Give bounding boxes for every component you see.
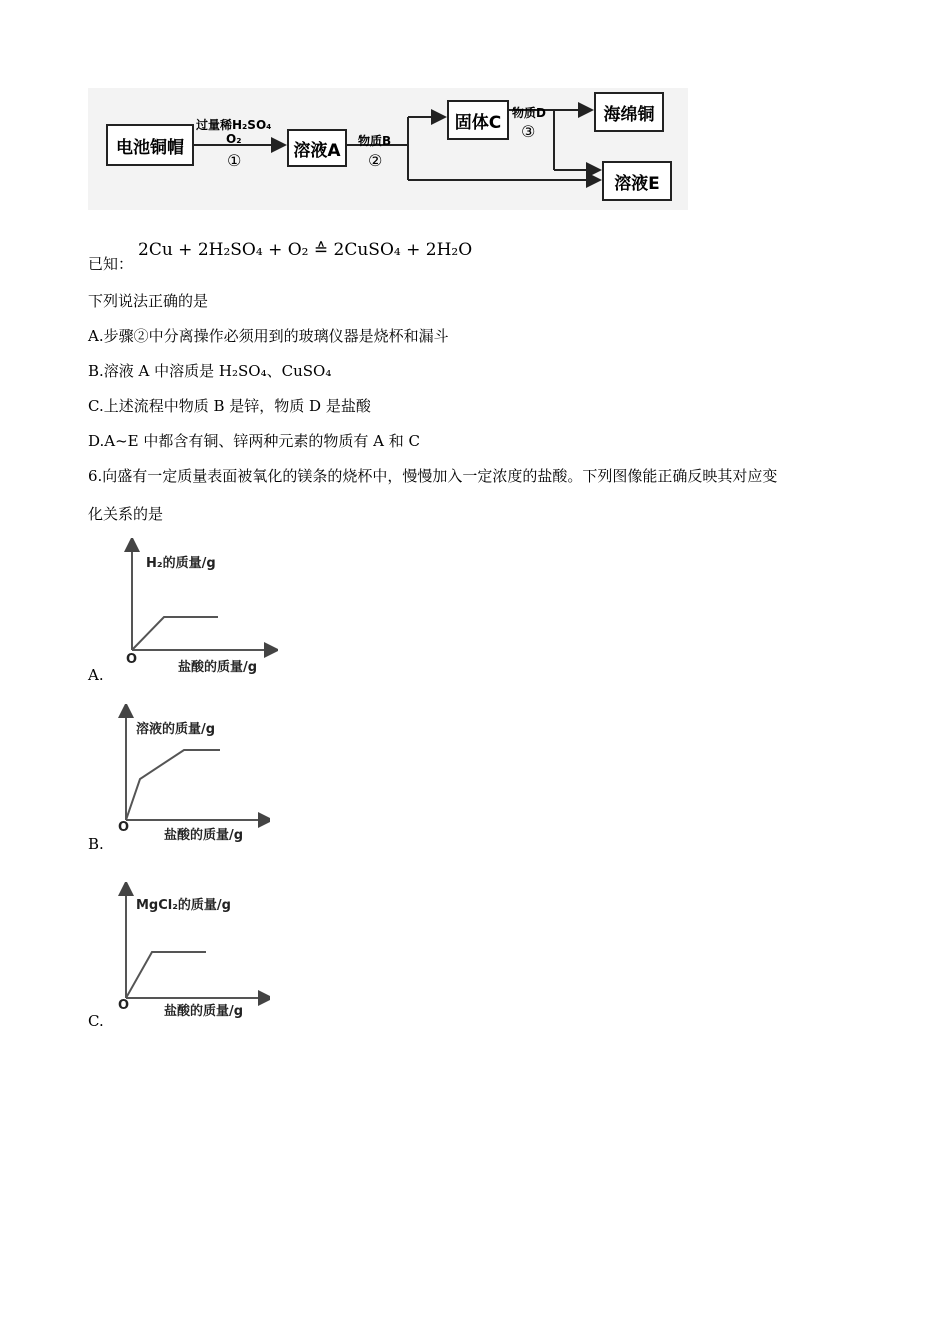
box-battery-cap: 电池铜帽 bbox=[106, 124, 194, 166]
graph-c-curve bbox=[126, 952, 206, 998]
flowchart bbox=[88, 88, 688, 210]
graph-a bbox=[108, 538, 278, 678]
label-o2: O₂ bbox=[226, 132, 242, 146]
graph-a-origin: O bbox=[126, 652, 138, 667]
graph-c bbox=[100, 882, 270, 1022]
graph-a-curve bbox=[132, 617, 218, 650]
label-substance-b: 物质B bbox=[358, 134, 392, 148]
graph-a-xlabel: 盐酸的质量/g bbox=[178, 660, 258, 675]
option-a: A.步骤②中分离操作必须用到的玻璃仪器是烧杯和漏斗 bbox=[88, 327, 449, 345]
option-c: C.上述流程中物质 B 是锌，物质 D 是盐酸 bbox=[88, 397, 371, 415]
graph-a-ylabel: H₂的质量/g bbox=[146, 556, 216, 571]
label-step1: ① bbox=[227, 151, 242, 170]
label-excess-acid: 过量稀H₂SO₄ bbox=[196, 118, 272, 132]
label-step3: ③ bbox=[521, 122, 536, 141]
question6-stem-line1: 6.向盛有一定质量表面被氧化的镁条的烧杯中，慢慢加入一定浓度的盐酸。下列图像能正确反映其对应变 bbox=[88, 467, 778, 485]
graph-c-xlabel: 盐酸的质量/g bbox=[164, 1004, 244, 1019]
graph-a-option: A. bbox=[88, 666, 104, 684]
graph-b-origin: O bbox=[118, 820, 130, 835]
graph-c-origin: O bbox=[118, 998, 130, 1013]
box-solution-e: 溶液E bbox=[602, 161, 672, 201]
known-prefix: 已知： bbox=[88, 255, 134, 273]
option-b: B.溶液 A 中溶质是 H₂SO₄、CuSO₄ bbox=[88, 362, 332, 380]
graph-c-ylabel: MgCl₂的质量/g bbox=[136, 898, 231, 913]
question6-stem-line2: 化关系的是 bbox=[88, 505, 164, 523]
graph-b-curve bbox=[126, 750, 220, 820]
option-d: D.A~E 中都含有铜、锌两种元素的物质有 A 和 C bbox=[88, 432, 420, 450]
box-solid-c: 固体C bbox=[447, 100, 509, 140]
label-step2: ② bbox=[368, 151, 383, 170]
box-solution-a: 溶液A bbox=[287, 129, 347, 167]
graph-c-option: C. bbox=[88, 1012, 104, 1030]
graph-b-xlabel: 盐酸的质量/g bbox=[164, 828, 244, 843]
graph-b-ylabel: 溶液的质量/g bbox=[136, 722, 216, 737]
equation: 2Cu + 2H₂SO₄ + O₂ ≙ 2CuSO₄ + 2H₂O bbox=[138, 240, 473, 260]
label-substance-d: 物质D bbox=[512, 106, 546, 120]
graph-b-option: B. bbox=[88, 835, 104, 853]
graph-b bbox=[100, 704, 270, 844]
box-sponge-copper: 海绵铜 bbox=[594, 92, 664, 132]
question5-stem: 下列说法正确的是 bbox=[88, 292, 209, 310]
